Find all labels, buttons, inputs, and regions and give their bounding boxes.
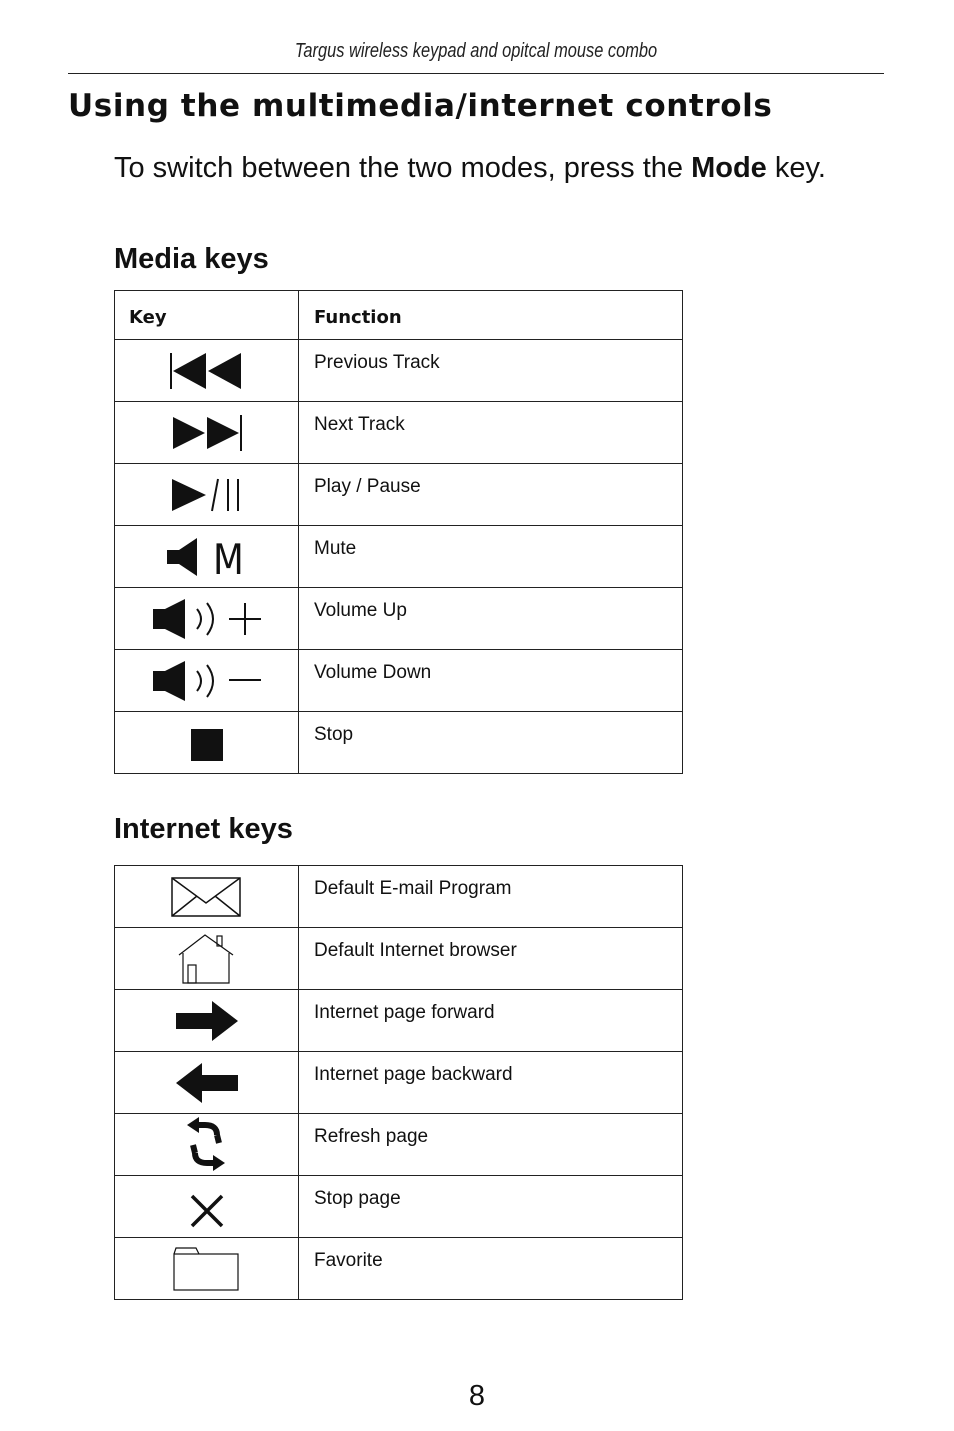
table-header-row bbox=[115, 291, 683, 340]
running-header: Targus wireless keypad and opitcal mouse combo bbox=[294, 40, 658, 62]
header-rule bbox=[68, 73, 884, 74]
arrow-left-icon bbox=[115, 1052, 298, 1113]
table-row bbox=[115, 526, 683, 588]
function-label: Default E-mail Program bbox=[299, 866, 683, 928]
folder-icon bbox=[115, 1238, 298, 1299]
function-label: Mute bbox=[299, 526, 683, 588]
next-track-icon bbox=[115, 402, 298, 463]
previous-track-icon bbox=[115, 340, 298, 401]
column-header-key: Key bbox=[115, 291, 299, 340]
function-label: Previous Track bbox=[299, 340, 683, 402]
table-row bbox=[115, 928, 683, 990]
function-label: Default Internet browser bbox=[299, 928, 683, 990]
internet-keys-heading: Internet keys bbox=[114, 813, 293, 845]
table-row bbox=[115, 866, 683, 928]
column-header-function: Function bbox=[299, 291, 683, 340]
mode-key-label: Mode bbox=[691, 152, 767, 184]
function-label: Internet page forward bbox=[299, 990, 683, 1052]
function-label: Next Track bbox=[299, 402, 683, 464]
internet-keys-table bbox=[114, 865, 683, 1300]
table-row bbox=[115, 1238, 683, 1300]
play-pause-icon bbox=[115, 464, 298, 525]
x-icon bbox=[115, 1176, 298, 1237]
table-row bbox=[115, 650, 683, 712]
volume-up-icon bbox=[115, 588, 298, 649]
arrow-right-icon bbox=[115, 990, 298, 1051]
intro-text bbox=[114, 152, 826, 185]
intro-text-after: key. bbox=[766, 152, 826, 184]
function-label: Volume Down bbox=[299, 650, 683, 712]
stop-icon bbox=[115, 712, 298, 773]
table-row bbox=[115, 712, 683, 774]
table-row bbox=[115, 1114, 683, 1176]
svg-text:M: M bbox=[212, 535, 244, 578]
table-row bbox=[115, 402, 683, 464]
table-row bbox=[115, 588, 683, 650]
volume-down-icon bbox=[115, 650, 298, 711]
house-icon bbox=[115, 928, 298, 989]
intro-text-before: To switch between the two modes, press the bbox=[114, 152, 692, 184]
table-row bbox=[115, 464, 683, 526]
table-row bbox=[115, 990, 683, 1052]
function-label: Stop page bbox=[299, 1176, 683, 1238]
function-label: Favorite bbox=[299, 1238, 683, 1300]
function-label: Play / Pause bbox=[299, 464, 683, 526]
envelope-icon bbox=[115, 866, 298, 927]
function-label: Volume Up bbox=[299, 588, 683, 650]
refresh-icon bbox=[115, 1114, 298, 1175]
function-label: Internet page backward bbox=[299, 1052, 683, 1114]
function-label: Refresh page bbox=[299, 1114, 683, 1176]
table-row bbox=[115, 340, 683, 402]
function-label: Stop bbox=[299, 712, 683, 774]
table-row bbox=[115, 1052, 683, 1114]
mute-icon bbox=[115, 526, 298, 587]
page-number: 8 bbox=[468, 1380, 486, 1412]
page-title: Using the multimedia/internet controls bbox=[68, 88, 773, 124]
media-keys-table bbox=[114, 290, 683, 774]
media-keys-heading: Media keys bbox=[114, 243, 269, 275]
table-row bbox=[115, 1176, 683, 1238]
